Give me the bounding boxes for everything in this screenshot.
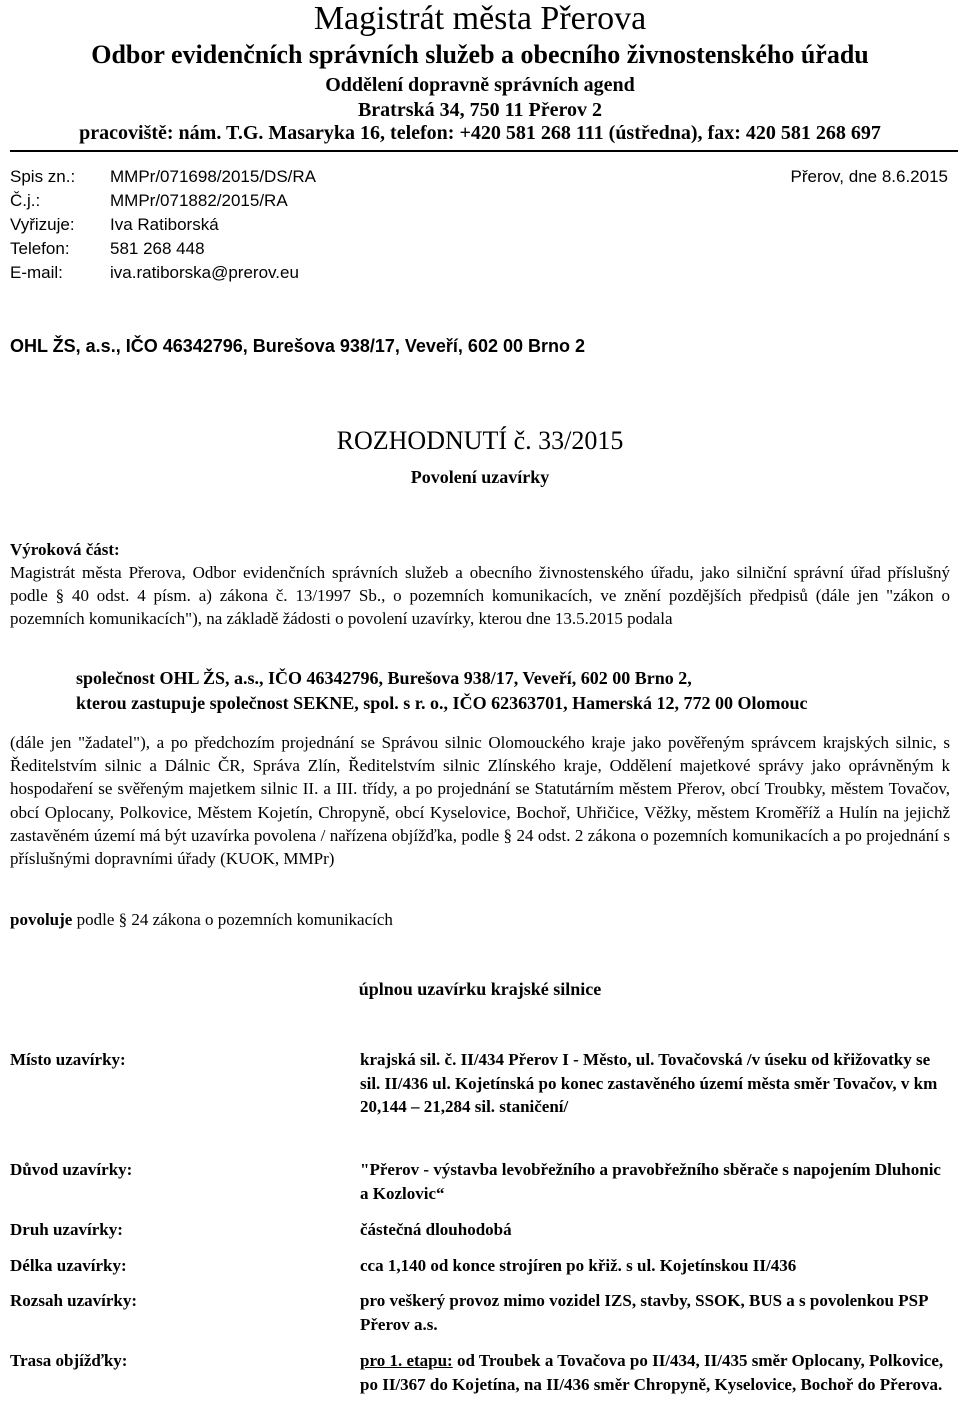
verdict-body-b: 24 odst. 2 zákona o pozemních komunikacích a po projednání s příslušnými dopravními úřady (KUOK, MMPr)	[10, 825, 950, 869]
spis-value: MMPr/071698/2015/DS/RA	[110, 167, 316, 186]
detail-value-location: krajská sil. č. II/434 Přerov I - Město, ul. Tovačovská /v úseku od křižovatky se sil. II/436 ul. Kojetínská po konec zastavěného území města směr Tovačov, v km 20,144 – 21,284 sil. staničení/	[360, 1050, 938, 1116]
verdict-body-a: (dále jen "žadatel"), a po předchozím projednání se Správou silnic Olomouckého kraje jako pověřeným správcem krajských silnic, s Ředitelstvím silnic a Dálnic ČR, Správa Zlín, Ředitelstvím silnic Zlínského kraje, Oddělení majetkové správy jako oprávněným k hospodaření se svěřeným majetkem silnic II. a III. třídy, a po projednání se Statutárním městem Přerov, obcí Troubky, městem Tovačov, obcí Oplocany, Polkovice, Městem Kojetín, Chropyně, obcí Kyselovice, Bochoř, Uhřičice, Věžky, městem Kroměříž a Hulín na jejichž zastavěném území má být uzavírka povolena / nařízena objížďka, podle	[10, 733, 950, 845]
address: Bratrská 34, 750 11 Přerov 2	[357, 99, 603, 121]
detour-stage-prefix: pro 1. etapu:	[360, 1351, 453, 1370]
email-value: iva.ratiborska@prerov.eu	[110, 263, 299, 282]
section-sign: §	[55, 586, 65, 606]
decision-title: ROZHODNUTÍ č. 33/2015	[336, 426, 624, 455]
closure-type: úplnou uzavírku krajské silnice	[358, 979, 602, 999]
detail-value-detour	[360, 1349, 950, 1396]
spis-label: Spis zn.:	[10, 167, 76, 186]
section-sign: §	[503, 825, 513, 845]
povoluje-tail: 24 zákona o pozemních komunikacích	[131, 910, 393, 929]
applicant-line-1: společnost OHL ŽS, a.s., IČO 46342796, Burešova 938/17, Veveří, 602 00 Brno 2,	[76, 668, 692, 688]
povoluje-word: povoluje	[10, 910, 73, 929]
detail-label-length: Délka uzavírky:	[10, 1256, 127, 1275]
addressee: OHL ŽS, a.s., IČO 46342796, Burešova 938/17, Veveří, 602 00 Brno 2	[10, 336, 585, 356]
detail-label-detour: Trasa objížďky:	[10, 1351, 128, 1370]
authority-title: Magistrát města Přerova	[313, 0, 647, 37]
verdict-intro-b: 40 odst. 4 písm. a) zákona č. 13/1997 Sb., o pozemních komunikacích, ve znění pozdějších předpisů (dále jen "zákon o pozemních komunikacích"), na základě žádosti o povolení uzavírky, kterou dne 13.5.2015 podala	[10, 586, 951, 629]
povoluje-rest: podle	[76, 910, 115, 929]
vyrizuje-label: Vyřizuje:	[10, 215, 75, 234]
vyrizuje-value: Iva Ratiborská	[110, 215, 219, 234]
cj-value: MMPr/071882/2015/RA	[110, 191, 288, 210]
detour-route: od Troubek a Tovačova po II/434, II/435 směr Oplocany, Polkovice, po II/367 do Kojetína, na II/436 směr Chropyně, Kyselovice, Bochoř do Přerova.	[360, 1351, 944, 1394]
header-divider	[10, 150, 958, 152]
detail-value-type: částečná dlouhodobá	[360, 1220, 512, 1239]
detail-value-reason: "Přerov - výstavba levobřežního a pravobřežního sběrače s napojením Dluhonic a Kozlovic“	[360, 1160, 941, 1203]
place-date: Přerov, dne 8.6.2015	[790, 167, 948, 186]
detail-label-location: Místo uzavírky:	[10, 1050, 126, 1069]
detail-value-scope: pro veškerý provoz mimo vozidel IZS, stavby, SSOK, BUS a s povolenkou PSP Přerov a.s.	[360, 1291, 928, 1334]
section-sign: §	[118, 910, 128, 929]
detail-value-length: cca 1,140 od konce strojíren po křiž. s ul. Kojetínskou II/436	[360, 1256, 797, 1275]
department-name: Odbor evidenčních správních služeb a obecního živnostenského úřadu	[91, 40, 869, 69]
verdict-intro-a: Magistrát města Přerova, Odbor evidenčních správních služeb a obecního živnostenského úřadu, jako silniční správní úřad příslušný podle	[10, 563, 950, 606]
verdict-heading: Výroková část:	[10, 540, 120, 559]
detail-label-type: Druh uzavírky:	[10, 1220, 123, 1239]
section-name: Oddělení dopravně správních agend	[325, 74, 635, 96]
detail-label-scope: Rozsah uzavírky:	[10, 1291, 138, 1310]
telefon-label: Telefon:	[10, 239, 70, 258]
detail-label-reason: Důvod uzavírky:	[10, 1160, 133, 1179]
workplace-contact: pracoviště: nám. T.G. Masaryka 16, telefon: +420 581 268 111 (ústředna), fax: 420 581 268 697	[79, 122, 881, 144]
cj-label: Č.j.:	[10, 191, 41, 210]
verdict-body	[10, 731, 950, 870]
telefon-value: 581 268 448	[110, 239, 205, 258]
decision-subtitle: Povolení uzavírky	[410, 467, 550, 487]
povoluje-line	[10, 908, 950, 931]
email-label: E-mail:	[10, 263, 63, 282]
applicant-line-2: kterou zastupuje společnost SEKNE, spol. s r. o., IČO 62363701, Hamerská 12, 772 00 Olomouc	[76, 693, 808, 713]
verdict-intro	[10, 561, 950, 631]
